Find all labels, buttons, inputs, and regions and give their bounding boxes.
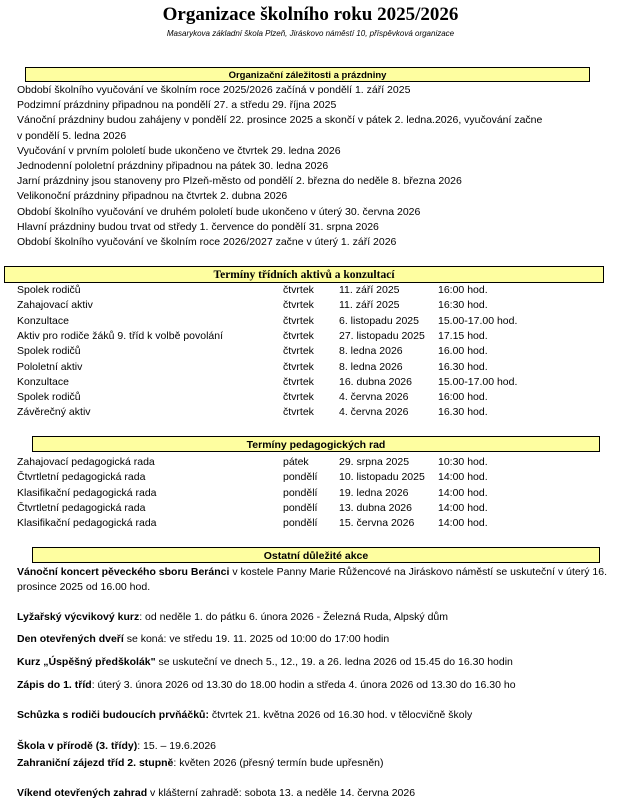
event-title: Škola v přírodě (3. třídy) [17, 740, 138, 752]
event-day: čtvrtek [283, 406, 314, 419]
event-day: čtvrtek [283, 299, 314, 312]
event-day: pondělí [283, 501, 318, 514]
table-row [17, 502, 617, 517]
event-date: 19. ledna 2026 [339, 486, 409, 499]
info-line: v pondělí 5. ledna 2026 [17, 129, 127, 142]
event-item [17, 632, 607, 647]
info-line: Jednodenní pololetní prázdniny připadnou na pátek 30. ledna 2026 [17, 160, 329, 172]
event-title: Lyžařský výcvikový kurz [17, 611, 140, 623]
event-detail: : od neděle 1. do pátku 6. února 2026 - Železná Ruda, Alpský dům [139, 611, 448, 623]
event-day: čtvrtek [283, 375, 314, 388]
event-item [17, 739, 607, 754]
event-name: Konzultace [17, 314, 69, 327]
event-detail: : úterý 3. února 2026 od 13.30 do 18.00 hodin a středa 4. února 2026 od 13.30 do 16.30 ho [91, 679, 516, 691]
table-row [17, 517, 617, 532]
event-date: 15. června 2026 [339, 517, 415, 530]
event-detail: v kostele Panny Marie Růžencové na Jiráskovo náměstí se uskuteční v úterý 16. prosince 2025 od 16.00 hod. [17, 566, 608, 593]
table-row [17, 456, 617, 471]
info-line: Jarní prázdniny jsou stanoveny pro Plzeň-město od pondělí 2. března do neděle 8. března 2026 [17, 175, 462, 188]
table-row [17, 284, 617, 299]
event-name: Pololetní aktiv [17, 360, 83, 373]
event-detail: čtvrtek 21. května 2026 od 16.30 hod. v tělocvičně školy [208, 709, 473, 721]
page-subtitle: Masarykova základní škola Plzeň, Jiráskovo náměstí 10, příspěvková organizace [166, 29, 455, 38]
info-line: Podzimní prázdniny připadnou na pondělí 27. a středu 29. října 2025 [17, 99, 337, 112]
event-date: 27. listopadu 2025 [339, 329, 425, 342]
event-day: čtvrtek [283, 345, 314, 358]
event-name: Spolek rodičů [17, 284, 81, 296]
info-line: Vyučování v prvním pololetí bude ukončeno ve čtvrtek 29. ledna 2026 [17, 144, 341, 157]
info-line: Velikonoční prázdniny připadnou na čtvrtek 2. dubna 2026 [17, 190, 288, 203]
event-title: Zápis do 1. tříd [17, 679, 92, 691]
event-day: pondělí [283, 471, 318, 484]
section-heading-akce: Ostatní důležité akce [32, 547, 600, 563]
info-line: Hlavní prázdniny budou trvat od středy 1. července do pondělí 31. srpna 2026 [17, 220, 379, 233]
event-time: 17.15 hod. [438, 329, 488, 342]
event-time: 14:00 hod. [438, 471, 488, 484]
event-name: Zahajovací pedagogická rada [17, 456, 155, 468]
event-name: Zahajovací aktiv [17, 299, 93, 312]
info-line: Období školního vyučování ve druhém pololetí bude ukončeno v úterý 30. června 2026 [17, 205, 421, 218]
event-time: 16.30 hod. [438, 360, 488, 373]
table-row [17, 376, 617, 391]
event-day: čtvrtek [283, 391, 314, 404]
event-title: Víkend otevřených zahrad [17, 787, 148, 799]
event-time: 10:30 hod. [438, 456, 488, 468]
event-detail: : květen 2026 (přesný termín bude upřesněn) [173, 757, 384, 769]
table-row [17, 471, 617, 486]
event-time: 16:00 hod. [438, 284, 488, 296]
event-item [17, 708, 607, 723]
event-date: 16. dubna 2026 [339, 375, 412, 388]
event-item [17, 756, 607, 771]
event-detail: se koná: ve středu 19. 11. 2025 od 10:00 do 17:00 hodin [123, 633, 390, 645]
event-detail: : 15. – 19.6.2026 [137, 740, 217, 752]
table-row [17, 391, 617, 406]
event-title: Zahraniční zájezd tříd 2. stupně [17, 757, 174, 769]
event-day: pondělí [283, 486, 318, 499]
event-day: čtvrtek [283, 284, 314, 296]
event-item [17, 786, 607, 801]
event-name: Klasifikační pedagogická rada [17, 517, 157, 530]
event-name: Závěrečný aktiv [17, 406, 91, 419]
event-time: 16.00 hod. [438, 345, 488, 358]
event-date: 6. listopadu 2025 [339, 314, 419, 327]
event-name: Klasifikační pedagogická rada [17, 486, 157, 499]
event-time: 14:00 hod. [438, 486, 488, 499]
event-date: 8. ledna 2026 [339, 360, 403, 373]
event-item [17, 610, 607, 625]
event-name: Čtvrtletní pedagogická rada [17, 501, 146, 514]
section-heading-rady: Termíny pedagogických rad [32, 436, 600, 452]
event-time: 15.00-17.00 hod. [438, 314, 518, 327]
event-name: Spolek rodičů [17, 391, 81, 404]
event-name: Spolek rodičů [17, 345, 81, 358]
event-date: 29. srpna 2025 [339, 456, 410, 468]
info-line: Vánoční prázdniny budou zahájeny v pondělí 22. prosince 2025 a skončí v pátek 2. ledna.2026, vyučování začne [17, 114, 543, 127]
event-time: 14:00 hod. [438, 517, 488, 530]
info-line: Období školního vyučování ve školním roce 2025/2026 začíná v pondělí 1. září 2025 [17, 84, 411, 96]
section-heading-organizacni: Organizační záležitosti a prázdniny [25, 67, 590, 82]
event-name: Aktiv pro rodiče žáků 9. tříd k volbě povolání [17, 329, 224, 342]
table-row [17, 315, 617, 330]
event-detail: se uskuteční ve dnech 5., 12., 19. a 26. ledna 2026 od 15.45 do 16.30 hodin [155, 656, 513, 668]
event-title: Schůzka s rodiči budoucích prvňáčků: [17, 709, 209, 721]
event-date: 13. dubna 2026 [339, 501, 412, 514]
event-item [17, 565, 607, 594]
event-title: Kurz „Úspěšný předškolák" [17, 656, 156, 668]
event-day: pondělí [283, 517, 318, 530]
section-heading-aktivy: Termíny třídních aktivů a konzultací [4, 266, 604, 283]
event-day: čtvrtek [283, 360, 314, 373]
event-date: 11. září 2025 [339, 299, 400, 312]
event-item [17, 678, 607, 693]
event-title: Den otevřených dveří [17, 633, 124, 645]
event-date: 4. června 2026 [339, 391, 409, 404]
event-day: čtvrtek [283, 314, 314, 327]
table-row [17, 406, 617, 421]
event-day: čtvrtek [283, 329, 314, 342]
table-row [17, 345, 617, 360]
table-row [17, 361, 617, 376]
event-time: 16:30 hod. [438, 299, 488, 312]
event-date: 10. listopadu 2025 [339, 471, 425, 484]
page-title: Organizace školního roku 2025/2026 [162, 4, 459, 25]
table-row [17, 299, 617, 314]
event-date: 11. září 2025 [339, 284, 400, 296]
event-time: 15.00-17.00 hod. [438, 375, 518, 388]
event-time: 16:00 hod. [438, 391, 488, 404]
event-time: 14:00 hod. [438, 501, 488, 514]
event-name: Konzultace [17, 375, 69, 388]
event-date: 8. ledna 2026 [339, 345, 403, 358]
table-row [17, 330, 617, 345]
table-row [17, 487, 617, 502]
event-detail: v klášterní zahradě: sobota 13. a neděle 14. června 2026 [147, 787, 416, 799]
event-name: Čtvrtletní pedagogická rada [17, 471, 146, 484]
event-date: 4. června 2026 [339, 406, 409, 419]
info-line: Období školního vyučování ve školním roce 2026/2027 začne v úterý 1. září 2026 [17, 236, 397, 248]
event-title: Vánoční koncert pěveckého sboru Beránci [17, 566, 230, 578]
event-day: pátek [283, 456, 309, 468]
event-item [17, 655, 607, 670]
event-time: 16.30 hod. [438, 406, 488, 419]
